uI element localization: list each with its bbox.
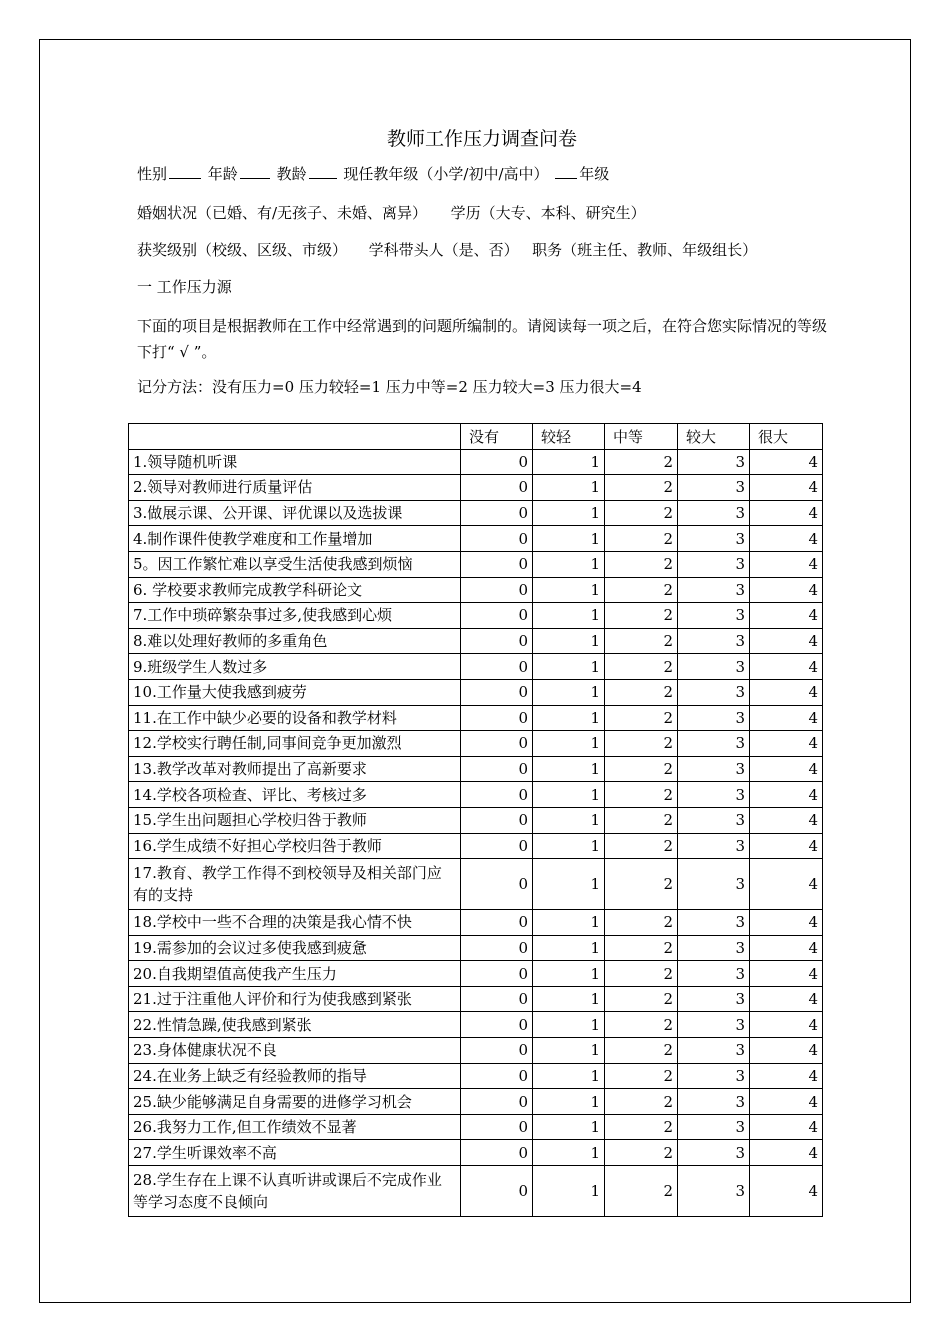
item-text: 3.做展示课、公开课、评优课以及选拔课 (129, 500, 461, 526)
score-cell[interactable]: 4 (750, 782, 823, 808)
score-cell[interactable]: 4 (750, 500, 823, 526)
section-title: 一 工作压力源 (137, 278, 232, 296)
score-cell[interactable]: 3 (678, 1038, 750, 1064)
score-cell[interactable]: 4 (750, 679, 823, 705)
score-cell[interactable]: 2 (605, 679, 678, 705)
item-text: 1.领导随机听课 (129, 449, 461, 475)
gender-blank[interactable] (169, 164, 201, 179)
score-cell[interactable]: 4 (750, 577, 823, 603)
score-cell[interactable]: 0 (461, 1012, 533, 1038)
score-cell[interactable]: 1 (533, 500, 605, 526)
item-text: 16.学生成绩不好担心学校归咎于教师 (129, 833, 461, 859)
table-row (129, 859, 823, 910)
score-cell[interactable]: 0 (461, 1166, 533, 1217)
score-cell[interactable]: 1 (533, 756, 605, 782)
score-cell[interactable]: 3 (678, 935, 750, 961)
score-cell[interactable]: 2 (605, 1012, 678, 1038)
score-cell[interactable]: 1 (533, 910, 605, 936)
score-cell[interactable]: 3 (678, 833, 750, 859)
score-cell[interactable]: 4 (750, 1063, 823, 1089)
item-text: 28.学生存在上课不认真听讲或课后不完成作业等学习态度不良倾向 (129, 1166, 461, 1217)
survey-table (128, 423, 823, 1217)
score-cell[interactable]: 0 (461, 628, 533, 654)
score-cell[interactable]: 3 (678, 756, 750, 782)
score-cell[interactable]: 0 (461, 603, 533, 629)
score-cell[interactable]: 1 (533, 935, 605, 961)
score-cell[interactable]: 3 (678, 910, 750, 936)
score-cell[interactable]: 2 (605, 961, 678, 987)
score-cell[interactable]: 2 (605, 628, 678, 654)
score-cell[interactable]: 0 (461, 500, 533, 526)
table-row (129, 500, 823, 526)
gender-label: 性别 (137, 165, 168, 183)
score-cell[interactable]: 3 (678, 526, 750, 552)
item-text: 26.我努力工作,但工作绩效不显著 (129, 1114, 461, 1140)
scoring-method: 记分方法：没有压力=0 压力较轻=1 压力中等=2 压力较大=3 压力很大=4 (137, 378, 642, 396)
item-text: 24.在业务上缺乏有经验教师的指导 (129, 1063, 461, 1089)
score-cell[interactable]: 4 (750, 475, 823, 501)
score-cell[interactable]: 1 (533, 986, 605, 1012)
score-cell[interactable]: 3 (678, 705, 750, 731)
score-cell[interactable]: 1 (533, 782, 605, 808)
info-line-3 (137, 239, 757, 260)
item-text: 25.缺少能够满足自身需要的进修学习机会 (129, 1089, 461, 1115)
item-text: 10.工作量大使我感到疲劳 (129, 679, 461, 705)
table-row (129, 551, 823, 577)
score-cell[interactable]: 0 (461, 833, 533, 859)
score-cell[interactable]: 2 (605, 1089, 678, 1115)
score-cell[interactable]: 2 (605, 705, 678, 731)
score-cell[interactable]: 3 (678, 1114, 750, 1140)
score-cell[interactable]: 0 (461, 1114, 533, 1140)
score-cell[interactable]: 0 (461, 731, 533, 757)
score-cell[interactable]: 3 (678, 961, 750, 987)
score-cell[interactable]: 3 (678, 782, 750, 808)
score-cell[interactable]: 4 (750, 910, 823, 936)
item-text: 9.班级学生人数过多 (129, 654, 461, 680)
score-cell[interactable]: 0 (461, 449, 533, 475)
item-text: 2.领导对教师进行质量评估 (129, 475, 461, 501)
grade-suffix: 年级 (579, 165, 610, 183)
table-row (129, 654, 823, 680)
table-row (129, 1114, 823, 1140)
score-cell[interactable]: 4 (750, 628, 823, 654)
item-text: 20.自我期望值高使我产生压力 (129, 961, 461, 987)
item-text: 4.制作课件使教学难度和工作量增加 (129, 526, 461, 552)
item-text: 19.需参加的会议过多使我感到疲惫 (129, 935, 461, 961)
item-text: 13.教学改革对教师提出了高新要求 (129, 756, 461, 782)
score-cell[interactable]: 3 (678, 1089, 750, 1115)
score-cell[interactable]: 4 (750, 1140, 823, 1166)
score-cell[interactable]: 4 (750, 935, 823, 961)
score-cell[interactable]: 0 (461, 935, 533, 961)
info-line-1 (137, 163, 609, 184)
table-row (129, 986, 823, 1012)
score-cell[interactable]: 4 (750, 654, 823, 680)
header-medium: 中等 (605, 424, 678, 450)
score-cell[interactable]: 4 (750, 756, 823, 782)
marital-status: 婚姻状况（已婚、有/无孩子、未婚、离异） (137, 204, 428, 222)
table-row (129, 731, 823, 757)
score-cell[interactable]: 4 (750, 807, 823, 833)
score-cell[interactable]: 2 (605, 526, 678, 552)
instructions: 下面的项目是根据教师在工作中经常遇到的问题所编制的。请阅读每一项之后，在符合您实际情况的等级下打“ √ ”。 (137, 317, 828, 361)
table-row (129, 910, 823, 936)
score-cell[interactable]: 1 (533, 679, 605, 705)
score-cell[interactable]: 0 (461, 654, 533, 680)
table-row (129, 1166, 823, 1217)
item-text: 6. 学校要求教师完成教学科研论文 (129, 577, 461, 603)
score-cell[interactable]: 0 (461, 1089, 533, 1115)
teach-age-blank[interactable] (309, 164, 337, 179)
score-cell[interactable]: 1 (533, 705, 605, 731)
score-cell[interactable]: 1 (533, 449, 605, 475)
score-cell[interactable]: 0 (461, 551, 533, 577)
score-cell[interactable]: 2 (605, 782, 678, 808)
score-cell[interactable]: 1 (533, 551, 605, 577)
score-cell[interactable]: 3 (678, 731, 750, 757)
score-cell[interactable]: 4 (750, 1166, 823, 1217)
score-cell[interactable]: 1 (533, 577, 605, 603)
score-cell[interactable]: 2 (605, 833, 678, 859)
score-cell[interactable]: 3 (678, 500, 750, 526)
score-cell[interactable]: 3 (678, 986, 750, 1012)
table-row (129, 1012, 823, 1038)
score-cell[interactable]: 0 (461, 1038, 533, 1064)
grade-label: 现任教年级（小学/初中/高中） (343, 165, 549, 183)
score-cell[interactable]: 1 (533, 1089, 605, 1115)
score-cell[interactable]: 0 (461, 859, 533, 910)
score-cell[interactable]: 1 (533, 1114, 605, 1140)
score-cell[interactable]: 2 (605, 756, 678, 782)
score-cell[interactable]: 4 (750, 603, 823, 629)
item-text: 17.教育、教学工作得不到校领导及相关部门应有的支持 (129, 859, 461, 910)
score-cell[interactable]: 4 (750, 1089, 823, 1115)
score-cell[interactable]: 1 (533, 1166, 605, 1217)
age-label: 年龄 (207, 165, 238, 183)
score-cell[interactable]: 3 (678, 551, 750, 577)
score-cell[interactable]: 1 (533, 526, 605, 552)
score-cell[interactable]: 1 (533, 833, 605, 859)
header-very-high: 很大 (750, 424, 823, 450)
item-text: 7.工作中琐碎繁杂事过多,使我感到心烦 (129, 603, 461, 629)
score-cell[interactable]: 2 (605, 910, 678, 936)
score-cell[interactable]: 2 (605, 1166, 678, 1217)
score-cell[interactable]: 4 (750, 859, 823, 910)
score-cell[interactable]: 2 (605, 986, 678, 1012)
item-text: 12.学校实行聘任制,同事间竞争更加激烈 (129, 731, 461, 757)
table-row (129, 577, 823, 603)
score-cell[interactable]: 1 (533, 654, 605, 680)
score-cell[interactable]: 1 (533, 475, 605, 501)
table-row (129, 603, 823, 629)
score-cell[interactable]: 4 (750, 1012, 823, 1038)
header-high: 较大 (678, 424, 750, 450)
score-cell[interactable]: 2 (605, 859, 678, 910)
score-cell[interactable]: 3 (678, 1140, 750, 1166)
score-cell[interactable]: 1 (533, 1140, 605, 1166)
score-cell[interactable]: 0 (461, 526, 533, 552)
item-text: 8.难以处理好教师的多重角色 (129, 628, 461, 654)
header-none: 没有 (461, 424, 533, 450)
table-row (129, 1140, 823, 1166)
score-cell[interactable]: 3 (678, 1063, 750, 1089)
score-cell[interactable]: 2 (605, 475, 678, 501)
score-cell[interactable]: 0 (461, 961, 533, 987)
education: 学历（大专、本科、研究生） (450, 204, 646, 222)
score-cell[interactable]: 4 (750, 961, 823, 987)
score-cell[interactable]: 3 (678, 449, 750, 475)
item-text: 21.过于注重他人评价和行为使我感到紧张 (129, 986, 461, 1012)
score-cell[interactable]: 1 (533, 628, 605, 654)
score-cell[interactable]: 2 (605, 654, 678, 680)
table-row (129, 526, 823, 552)
score-cell[interactable]: 3 (678, 654, 750, 680)
item-text: 22.性情急躁,使我感到紧张 (129, 1012, 461, 1038)
score-cell[interactable]: 0 (461, 1063, 533, 1089)
score-cell[interactable]: 3 (678, 1166, 750, 1217)
position: 职务（班主任、教师、年级组长） (532, 241, 758, 259)
score-cell[interactable]: 0 (461, 756, 533, 782)
score-cell[interactable]: 4 (750, 1038, 823, 1064)
header-light: 较轻 (533, 424, 605, 450)
score-cell[interactable]: 2 (605, 551, 678, 577)
score-cell[interactable]: 4 (750, 833, 823, 859)
score-cell[interactable]: 4 (750, 731, 823, 757)
subject-leader: 学科带头人（是、否） (368, 241, 519, 259)
score-cell[interactable]: 2 (605, 500, 678, 526)
score-cell[interactable]: 0 (461, 475, 533, 501)
table-row (129, 1038, 823, 1064)
score-cell[interactable]: 0 (461, 910, 533, 936)
score-cell[interactable]: 1 (533, 961, 605, 987)
score-cell[interactable]: 3 (678, 475, 750, 501)
table-row (129, 782, 823, 808)
item-text: 23.身体健康状况不良 (129, 1038, 461, 1064)
score-cell[interactable]: 1 (533, 1012, 605, 1038)
score-cell[interactable]: 1 (533, 807, 605, 833)
item-text: 18.学校中一些不合理的决策是我心情不快 (129, 910, 461, 936)
teach-age-label: 教龄 (276, 165, 307, 183)
score-cell[interactable]: 2 (605, 1114, 678, 1140)
score-cell[interactable]: 0 (461, 986, 533, 1012)
grade-blank[interactable] (555, 164, 577, 179)
score-cell[interactable]: 1 (533, 859, 605, 910)
score-cell[interactable]: 2 (605, 807, 678, 833)
score-cell[interactable]: 2 (605, 1063, 678, 1089)
score-cell[interactable]: 4 (750, 705, 823, 731)
table-row (129, 807, 823, 833)
score-cell[interactable]: 2 (605, 1038, 678, 1064)
table-header-row (129, 424, 823, 450)
score-cell[interactable]: 1 (533, 731, 605, 757)
score-cell[interactable]: 4 (750, 1114, 823, 1140)
score-cell[interactable]: 3 (678, 603, 750, 629)
score-cell[interactable]: 0 (461, 782, 533, 808)
table-row (129, 833, 823, 859)
score-cell[interactable]: 2 (605, 603, 678, 629)
score-cell[interactable]: 2 (605, 731, 678, 757)
table-row (129, 475, 823, 501)
table-row (129, 935, 823, 961)
item-text: 11.在工作中缺少必要的设备和教学材料 (129, 705, 461, 731)
table-row (129, 449, 823, 475)
info-line-2 (137, 202, 646, 223)
score-cell[interactable]: 2 (605, 1140, 678, 1166)
score-cell[interactable]: 3 (678, 628, 750, 654)
score-cell[interactable]: 1 (533, 1038, 605, 1064)
score-cell[interactable]: 2 (605, 935, 678, 961)
score-cell[interactable]: 3 (678, 577, 750, 603)
score-cell[interactable]: 4 (750, 449, 823, 475)
score-cell[interactable]: 2 (605, 577, 678, 603)
score-cell[interactable]: 0 (461, 1140, 533, 1166)
table-row (129, 756, 823, 782)
table-row (129, 628, 823, 654)
score-cell[interactable]: 3 (678, 1012, 750, 1038)
score-cell[interactable]: 3 (678, 859, 750, 910)
item-text: 27.学生听课效率不高 (129, 1140, 461, 1166)
table-row (129, 679, 823, 705)
score-cell[interactable]: 4 (750, 551, 823, 577)
page-title: 教师工作压力调查问卷 (386, 128, 577, 150)
table-row (129, 1089, 823, 1115)
item-text: 5。因工作繁忙难以享受生活使我感到烦恼 (129, 551, 461, 577)
score-cell[interactable]: 0 (461, 577, 533, 603)
award-level: 获奖级别（校级、区级、市级） (137, 241, 348, 259)
table-row (129, 961, 823, 987)
score-cell[interactable]: 3 (678, 807, 750, 833)
score-cell[interactable]: 1 (533, 603, 605, 629)
score-cell[interactable]: 0 (461, 679, 533, 705)
age-blank[interactable] (240, 164, 270, 179)
score-cell[interactable]: 3 (678, 679, 750, 705)
item-text: 15.学生出问题担心学校归咎于教师 (129, 807, 461, 833)
item-text: 14.学校各项检查、评比、考核过多 (129, 782, 461, 808)
table-row (129, 705, 823, 731)
score-cell[interactable]: 0 (461, 705, 533, 731)
score-cell[interactable]: 4 (750, 986, 823, 1012)
score-cell[interactable]: 1 (533, 1063, 605, 1089)
score-cell[interactable]: 0 (461, 807, 533, 833)
score-cell[interactable]: 2 (605, 449, 678, 475)
header-item (129, 424, 461, 450)
score-cell[interactable]: 4 (750, 526, 823, 552)
table-row (129, 1063, 823, 1089)
